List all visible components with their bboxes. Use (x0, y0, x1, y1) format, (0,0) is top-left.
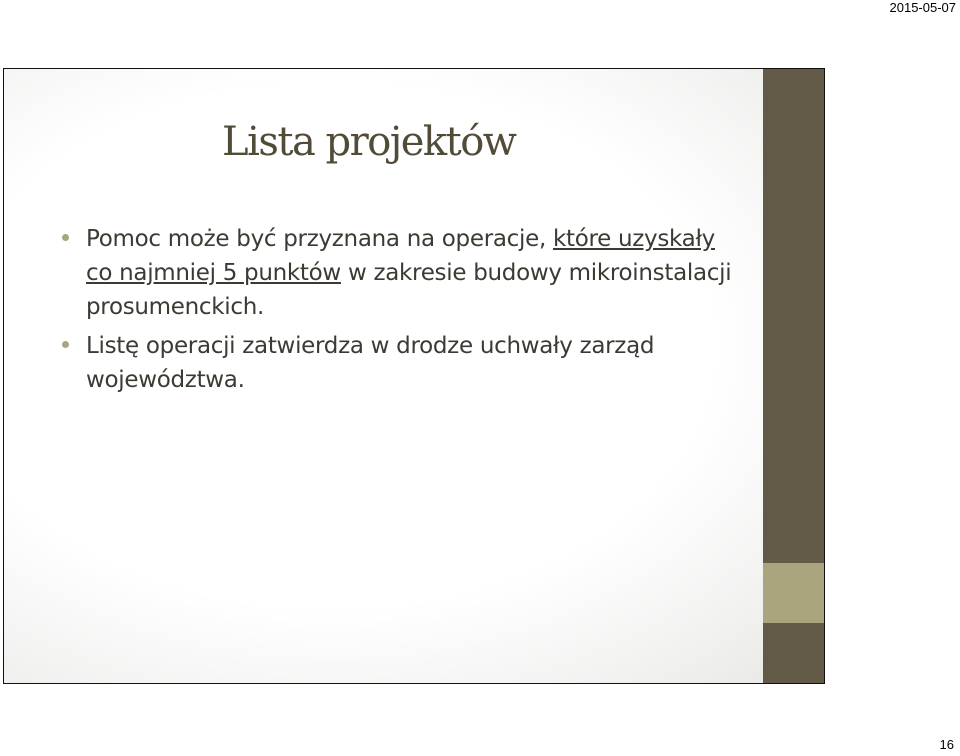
bullet-item (62, 222, 742, 324)
bullet-dot-icon (62, 234, 69, 241)
bullet-text-underlined: które uzyskały co najmniej 5 punktów (86, 226, 715, 286)
bullet-list (62, 222, 742, 402)
bullet-text-part: Pomoc może być przyznana na operacje, (86, 226, 553, 252)
bullet-text-part: w zakresie budowy mikroinstalacji prosumenckich. (86, 260, 732, 320)
bullet-dot-icon (62, 341, 69, 348)
header-date: 2015-05-07 (889, 0, 956, 15)
bullet-text: Listę operacji zatwierdza w drodze uchwały zarząd województwa. (86, 333, 655, 393)
slide-title: Lista projektów (222, 119, 516, 165)
slide-sidebar-accent (763, 563, 824, 623)
slide (3, 68, 825, 684)
page-number: 16 (939, 737, 954, 752)
bullet-item (62, 329, 742, 397)
